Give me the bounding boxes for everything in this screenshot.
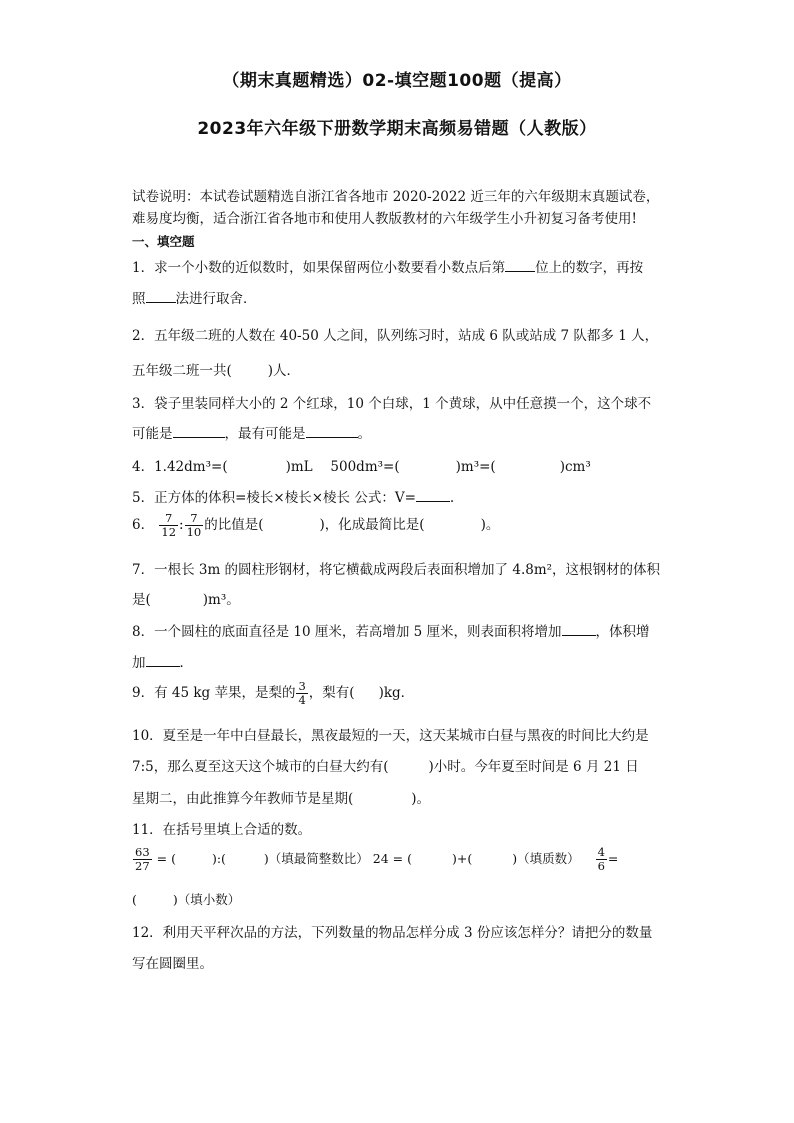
question-12-line1: 12．利用天平秤次品的方法，下列数量的物品怎样分成 3 份应该怎样分？请把分的数量 <box>132 925 653 941</box>
question-10-line3: 星期二，由此推算今年教师节是星期( )。 <box>132 791 431 807</box>
answer-blank[interactable] <box>173 423 225 438</box>
answer-blank[interactable] <box>306 423 358 438</box>
exam-instructions: 试卷说明：本试卷试题精选自浙江省各地市 2020-2022 近三年的六年级期末真题试卷，难易度均衡，适合浙江省各地市和使用人教版教材的六年级学生小升初复习备考使用! <box>132 189 660 227</box>
question-3-line2: 可能是 ，最有可能是 。 <box>132 422 371 442</box>
section-heading: 一、填空题 <box>132 234 195 249</box>
question-8-line1: 8．一个圆柱的底面直径是 10 厘米，若高增加 5 厘米，则表面积将增加 ，体积增 <box>132 620 650 640</box>
fraction: $\frac{7}{12}$ <box>161 511 177 539</box>
answer-blank[interactable] <box>505 257 535 272</box>
question-11-line1: 11．在括号里填上合适的数。 <box>132 822 312 838</box>
question-1-line2: 照 法进行取舍． <box>132 287 257 307</box>
fraction: $\frac{3}{4}$ <box>298 679 306 707</box>
document-title-line1: （期末真题精选）02-填空题100题（提高） <box>222 71 572 91</box>
fraction: $\frac{63}{27}$ <box>135 845 150 873</box>
fraction: $\frac{4}{6}$ <box>597 845 605 873</box>
question-11-line2: $\frac{63}{27}$ = ( ):( )（填最简整数比） 24 = ( )+( )（填质数） $\frac{4}{6}$ = <box>135 845 619 873</box>
question-2-line1: 2．五年级二班的人数在 40-50 人之间，队列练习时，站成 6 队或站成 7 队都多 1 人， <box>132 328 659 344</box>
question-2-line2: 五年级二班一共( )人． <box>132 363 301 379</box>
question-10-line1: 10．夏至是一年中白昼最长，黑夜最短的一天，这天某城市白昼与黑夜的时间比大约是 <box>132 728 649 744</box>
question-6: 6． $\frac{7}{12}$ : $\frac{7}{10}$ 的比值是( )，化成最简比是( )。 <box>132 511 500 539</box>
document-title-line2: 2023年六年级下册数学期末高频易错题（人教版） <box>197 119 597 139</box>
question-12-line2: 写在圆圈里。 <box>132 956 213 972</box>
question-11-line3: ( )（填小数） <box>132 892 241 907</box>
question-7-line2: 是( )m³。 <box>132 592 240 608</box>
question-9: 9．有 45 kg 苹果，是梨的 $\frac{3}{4}$ ，梨有( )kg． <box>132 679 415 707</box>
question-4: 4．1.42dm³=( )mL 500dm³=( )m³=( )cm³ <box>132 459 591 475</box>
answer-blank[interactable] <box>146 652 180 667</box>
question-3-line1: 3．袋子里装同样大小的 2 个红球，10 个白球，1 个黄球，从中任意摸一个，这个球不 <box>132 396 652 412</box>
answer-blank[interactable] <box>562 621 596 636</box>
question-1-line1: 1．求一个小数的近似数时，如果保留两位小数要看小数点后第 位上的数字，再按 <box>132 256 643 276</box>
fraction: $\frac{7}{10}$ <box>186 511 202 539</box>
question-8-line2: 加 ． <box>132 651 193 671</box>
question-5: 5．正方体的体积=棱长×棱长×棱长 公式：V= . <box>132 486 454 506</box>
answer-blank[interactable] <box>146 288 176 303</box>
question-10-line2: 7:5，那么夏至这天这个城市的白昼大约有( )小时。今年夏至时间是 6 月 21 日 <box>132 759 639 775</box>
answer-blank[interactable] <box>416 487 450 502</box>
question-7-line1: 7．一根长 3m 的圆柱形钢材，将它横截成两段后表面积增加了 4.8m²，这根钢材的体积 <box>132 562 661 578</box>
